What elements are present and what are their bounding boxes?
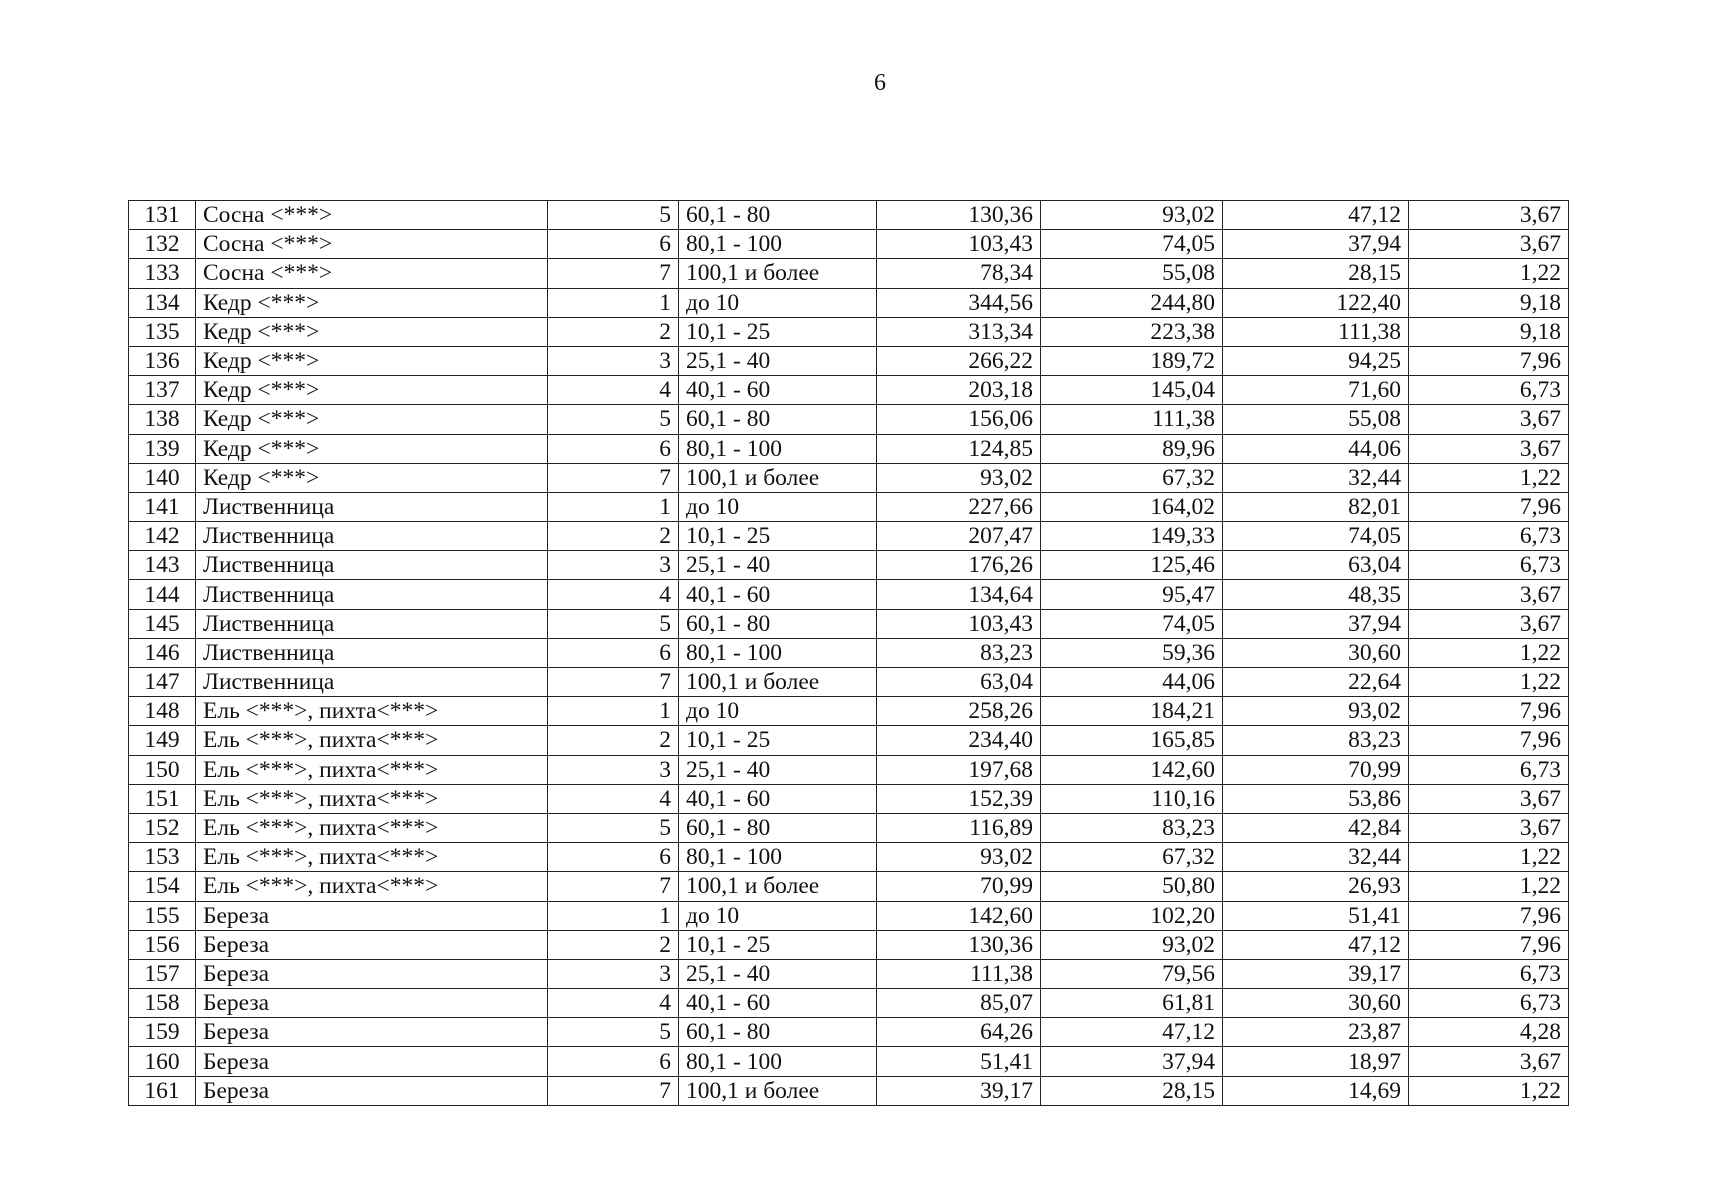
value-1: 124,85 [877,434,1041,463]
value-4: 3,67 [1409,813,1569,842]
value-1: 142,60 [877,901,1041,930]
row-number: 159 [129,1018,196,1047]
value-1: 156,06 [877,405,1041,434]
value-1: 93,02 [877,463,1041,492]
species-name: Береза [196,989,548,1018]
value-3: 63,04 [1223,551,1409,580]
row-number: 132 [129,230,196,259]
value-2: 74,05 [1041,609,1223,638]
value-1: 111,38 [877,959,1041,988]
category-number: 2 [548,522,679,551]
value-2: 28,15 [1041,1076,1223,1105]
value-3: 32,44 [1223,843,1409,872]
range-cell: 60,1 - 80 [679,813,877,842]
species-name: Сосна <***> [196,259,548,288]
value-1: 313,34 [877,317,1041,346]
value-2: 223,38 [1041,317,1223,346]
value-2: 44,06 [1041,668,1223,697]
value-4: 6,73 [1409,989,1569,1018]
value-3: 18,97 [1223,1047,1409,1076]
table-row [129,638,1569,667]
table-row [129,551,1569,580]
species-name: Береза [196,1076,548,1105]
value-4: 7,96 [1409,901,1569,930]
species-name: Береза [196,1018,548,1047]
species-name: Кедр <***> [196,434,548,463]
species-name: Береза [196,901,548,930]
category-number: 7 [548,668,679,697]
category-number: 4 [548,376,679,405]
value-4: 3,67 [1409,609,1569,638]
species-name: Кедр <***> [196,405,548,434]
value-3: 55,08 [1223,405,1409,434]
category-number: 3 [548,346,679,375]
value-3: 23,87 [1223,1018,1409,1047]
value-2: 67,32 [1041,843,1223,872]
row-number: 139 [129,434,196,463]
value-2: 110,16 [1041,784,1223,813]
species-name: Кедр <***> [196,346,548,375]
value-3: 28,15 [1223,259,1409,288]
value-1: 176,26 [877,551,1041,580]
range-cell: до 10 [679,697,877,726]
table-row [129,201,1569,230]
table-row [129,668,1569,697]
table-row [129,317,1569,346]
value-1: 51,41 [877,1047,1041,1076]
table-row [129,259,1569,288]
range-cell: 60,1 - 80 [679,201,877,230]
value-2: 74,05 [1041,230,1223,259]
value-1: 344,56 [877,288,1041,317]
category-number: 1 [548,901,679,930]
table-row [129,230,1569,259]
row-number: 136 [129,346,196,375]
row-number: 143 [129,551,196,580]
value-2: 189,72 [1041,346,1223,375]
category-number: 7 [548,872,679,901]
value-2: 93,02 [1041,201,1223,230]
row-number: 133 [129,259,196,288]
range-cell: 100,1 и более [679,259,877,288]
table-row [129,843,1569,872]
value-4: 6,73 [1409,959,1569,988]
value-2: 79,56 [1041,959,1223,988]
range-cell: 80,1 - 100 [679,434,877,463]
value-2: 184,21 [1041,697,1223,726]
range-cell: до 10 [679,492,877,521]
value-3: 14,69 [1223,1076,1409,1105]
species-name: Кедр <***> [196,463,548,492]
value-4: 1,22 [1409,668,1569,697]
value-1: 130,36 [877,930,1041,959]
range-cell: 100,1 и более [679,463,877,492]
value-4: 6,73 [1409,522,1569,551]
value-4: 3,67 [1409,230,1569,259]
table-row [129,959,1569,988]
row-number: 147 [129,668,196,697]
value-1: 116,89 [877,813,1041,842]
value-3: 22,64 [1223,668,1409,697]
row-number: 140 [129,463,196,492]
row-number: 161 [129,1076,196,1105]
category-number: 6 [548,1047,679,1076]
value-1: 197,68 [877,755,1041,784]
range-cell: 60,1 - 80 [679,405,877,434]
range-cell: 80,1 - 100 [679,843,877,872]
species-name: Лиственница [196,668,548,697]
table-row [129,434,1569,463]
table-row [129,405,1569,434]
row-number: 152 [129,813,196,842]
range-cell: до 10 [679,288,877,317]
value-2: 111,38 [1041,405,1223,434]
value-4: 1,22 [1409,638,1569,667]
range-cell: 100,1 и более [679,1076,877,1105]
value-3: 39,17 [1223,959,1409,988]
value-1: 134,64 [877,580,1041,609]
value-1: 130,36 [877,201,1041,230]
value-4: 7,96 [1409,697,1569,726]
value-1: 63,04 [877,668,1041,697]
species-name: Береза [196,930,548,959]
value-3: 32,44 [1223,463,1409,492]
value-3: 26,93 [1223,872,1409,901]
table-row [129,580,1569,609]
rate-table [128,200,1569,1106]
category-number: 2 [548,726,679,755]
value-2: 164,02 [1041,492,1223,521]
value-2: 165,85 [1041,726,1223,755]
row-number: 131 [129,201,196,230]
range-cell: 25,1 - 40 [679,959,877,988]
value-2: 149,33 [1041,522,1223,551]
value-3: 74,05 [1223,522,1409,551]
species-name: Лиственница [196,522,548,551]
species-name: Ель <***>, пихта<***> [196,843,548,872]
value-3: 51,41 [1223,901,1409,930]
row-number: 149 [129,726,196,755]
value-4: 1,22 [1409,1076,1569,1105]
species-name: Лиственница [196,609,548,638]
value-2: 59,36 [1041,638,1223,667]
row-number: 137 [129,376,196,405]
table-row [129,872,1569,901]
category-number: 6 [548,230,679,259]
category-number: 3 [548,959,679,988]
value-4: 7,96 [1409,492,1569,521]
category-number: 5 [548,813,679,842]
range-cell: 60,1 - 80 [679,609,877,638]
species-name: Лиственница [196,492,548,521]
value-4: 9,18 [1409,317,1569,346]
value-3: 93,02 [1223,697,1409,726]
value-2: 37,94 [1041,1047,1223,1076]
species-name: Лиственница [196,580,548,609]
value-4: 3,67 [1409,784,1569,813]
table-body [129,201,1569,1106]
value-4: 6,73 [1409,755,1569,784]
range-cell: 10,1 - 25 [679,522,877,551]
value-1: 266,22 [877,346,1041,375]
table-row [129,901,1569,930]
range-cell: 25,1 - 40 [679,346,877,375]
range-cell: 80,1 - 100 [679,638,877,667]
table-row [129,463,1569,492]
species-name: Лиственница [196,638,548,667]
value-3: 48,35 [1223,580,1409,609]
value-4: 3,67 [1409,580,1569,609]
value-2: 67,32 [1041,463,1223,492]
table-row [129,930,1569,959]
range-cell: 80,1 - 100 [679,230,877,259]
category-number: 3 [548,755,679,784]
value-1: 70,99 [877,872,1041,901]
value-1: 227,66 [877,492,1041,521]
category-number: 1 [548,288,679,317]
category-number: 4 [548,989,679,1018]
value-4: 3,67 [1409,201,1569,230]
table-row [129,989,1569,1018]
species-name: Береза [196,959,548,988]
species-name: Кедр <***> [196,376,548,405]
value-3: 42,84 [1223,813,1409,842]
value-4: 3,67 [1409,405,1569,434]
value-1: 64,26 [877,1018,1041,1047]
row-number: 151 [129,784,196,813]
range-cell: 80,1 - 100 [679,1047,877,1076]
value-4: 6,73 [1409,376,1569,405]
value-3: 82,01 [1223,492,1409,521]
category-number: 7 [548,463,679,492]
value-2: 55,08 [1041,259,1223,288]
value-2: 93,02 [1041,930,1223,959]
value-2: 89,96 [1041,434,1223,463]
table-row [129,492,1569,521]
value-4: 6,73 [1409,551,1569,580]
value-3: 44,06 [1223,434,1409,463]
range-cell: 60,1 - 80 [679,1018,877,1047]
value-2: 50,80 [1041,872,1223,901]
table-row [129,755,1569,784]
category-number: 6 [548,434,679,463]
range-cell: 40,1 - 60 [679,989,877,1018]
value-3: 30,60 [1223,638,1409,667]
category-number: 4 [548,784,679,813]
value-1: 39,17 [877,1076,1041,1105]
row-number: 153 [129,843,196,872]
table-row [129,376,1569,405]
row-number: 144 [129,580,196,609]
range-cell: 10,1 - 25 [679,317,877,346]
value-4: 7,96 [1409,346,1569,375]
value-2: 95,47 [1041,580,1223,609]
value-3: 70,99 [1223,755,1409,784]
species-name: Ель <***>, пихта<***> [196,755,548,784]
value-3: 47,12 [1223,930,1409,959]
value-3: 30,60 [1223,989,1409,1018]
value-4: 3,67 [1409,1047,1569,1076]
category-number: 4 [548,580,679,609]
category-number: 7 [548,259,679,288]
value-4: 7,96 [1409,930,1569,959]
category-number: 7 [548,1076,679,1105]
row-number: 141 [129,492,196,521]
range-cell: 10,1 - 25 [679,726,877,755]
species-name: Лиственница [196,551,548,580]
value-3: 111,38 [1223,317,1409,346]
value-4: 9,18 [1409,288,1569,317]
range-cell: 40,1 - 60 [679,580,877,609]
range-cell: 40,1 - 60 [679,376,877,405]
value-1: 234,40 [877,726,1041,755]
page-number: 6 [874,70,886,96]
value-2: 244,80 [1041,288,1223,317]
category-number: 3 [548,551,679,580]
category-number: 5 [548,201,679,230]
value-4: 1,22 [1409,843,1569,872]
value-4: 7,96 [1409,726,1569,755]
category-number: 5 [548,405,679,434]
value-1: 258,26 [877,697,1041,726]
value-4: 1,22 [1409,872,1569,901]
value-1: 103,43 [877,230,1041,259]
species-name: Кедр <***> [196,288,548,317]
row-number: 145 [129,609,196,638]
table-row [129,1076,1569,1105]
row-number: 155 [129,901,196,930]
table-row [129,522,1569,551]
species-name: Ель <***>, пихта<***> [196,784,548,813]
species-name: Сосна <***> [196,230,548,259]
value-4: 1,22 [1409,259,1569,288]
table-row [129,813,1569,842]
table-row [129,288,1569,317]
table-row [129,1047,1569,1076]
value-1: 203,18 [877,376,1041,405]
value-1: 78,34 [877,259,1041,288]
row-number: 148 [129,697,196,726]
value-3: 94,25 [1223,346,1409,375]
value-3: 71,60 [1223,376,1409,405]
species-name: Ель <***>, пихта<***> [196,697,548,726]
value-3: 37,94 [1223,609,1409,638]
table-row [129,697,1569,726]
value-2: 83,23 [1041,813,1223,842]
row-number: 146 [129,638,196,667]
range-cell: до 10 [679,901,877,930]
category-number: 2 [548,317,679,346]
category-number: 1 [548,697,679,726]
table-row [129,726,1569,755]
value-4: 3,67 [1409,434,1569,463]
row-number: 156 [129,930,196,959]
value-3: 47,12 [1223,201,1409,230]
row-number: 142 [129,522,196,551]
value-3: 83,23 [1223,726,1409,755]
species-name: Ель <***>, пихта<***> [196,726,548,755]
table-row [129,1018,1569,1047]
species-name: Береза [196,1047,548,1076]
table-row [129,346,1569,375]
value-2: 125,46 [1041,551,1223,580]
row-number: 134 [129,288,196,317]
range-cell: 100,1 и более [679,668,877,697]
category-number: 6 [548,843,679,872]
value-4: 4,28 [1409,1018,1569,1047]
row-number: 135 [129,317,196,346]
species-name: Сосна <***> [196,201,548,230]
row-number: 160 [129,1047,196,1076]
value-2: 145,04 [1041,376,1223,405]
value-1: 85,07 [877,989,1041,1018]
row-number: 157 [129,959,196,988]
value-2: 47,12 [1041,1018,1223,1047]
value-2: 142,60 [1041,755,1223,784]
value-1: 207,47 [877,522,1041,551]
category-number: 5 [548,1018,679,1047]
category-number: 2 [548,930,679,959]
row-number: 154 [129,872,196,901]
species-name: Кедр <***> [196,317,548,346]
range-cell: 10,1 - 25 [679,930,877,959]
range-cell: 25,1 - 40 [679,755,877,784]
value-1: 83,23 [877,638,1041,667]
value-1: 152,39 [877,784,1041,813]
species-name: Ель <***>, пихта<***> [196,872,548,901]
value-2: 102,20 [1041,901,1223,930]
value-2: 61,81 [1041,989,1223,1018]
category-number: 1 [548,492,679,521]
value-1: 93,02 [877,843,1041,872]
category-number: 6 [548,638,679,667]
category-number: 5 [548,609,679,638]
value-4: 1,22 [1409,463,1569,492]
row-number: 138 [129,405,196,434]
value-3: 122,40 [1223,288,1409,317]
range-cell: 25,1 - 40 [679,551,877,580]
row-number: 158 [129,989,196,1018]
table-row [129,609,1569,638]
value-3: 37,94 [1223,230,1409,259]
range-cell: 40,1 - 60 [679,784,877,813]
range-cell: 100,1 и более [679,872,877,901]
species-name: Ель <***>, пихта<***> [196,813,548,842]
value-3: 53,86 [1223,784,1409,813]
table-row [129,784,1569,813]
row-number: 150 [129,755,196,784]
value-1: 103,43 [877,609,1041,638]
